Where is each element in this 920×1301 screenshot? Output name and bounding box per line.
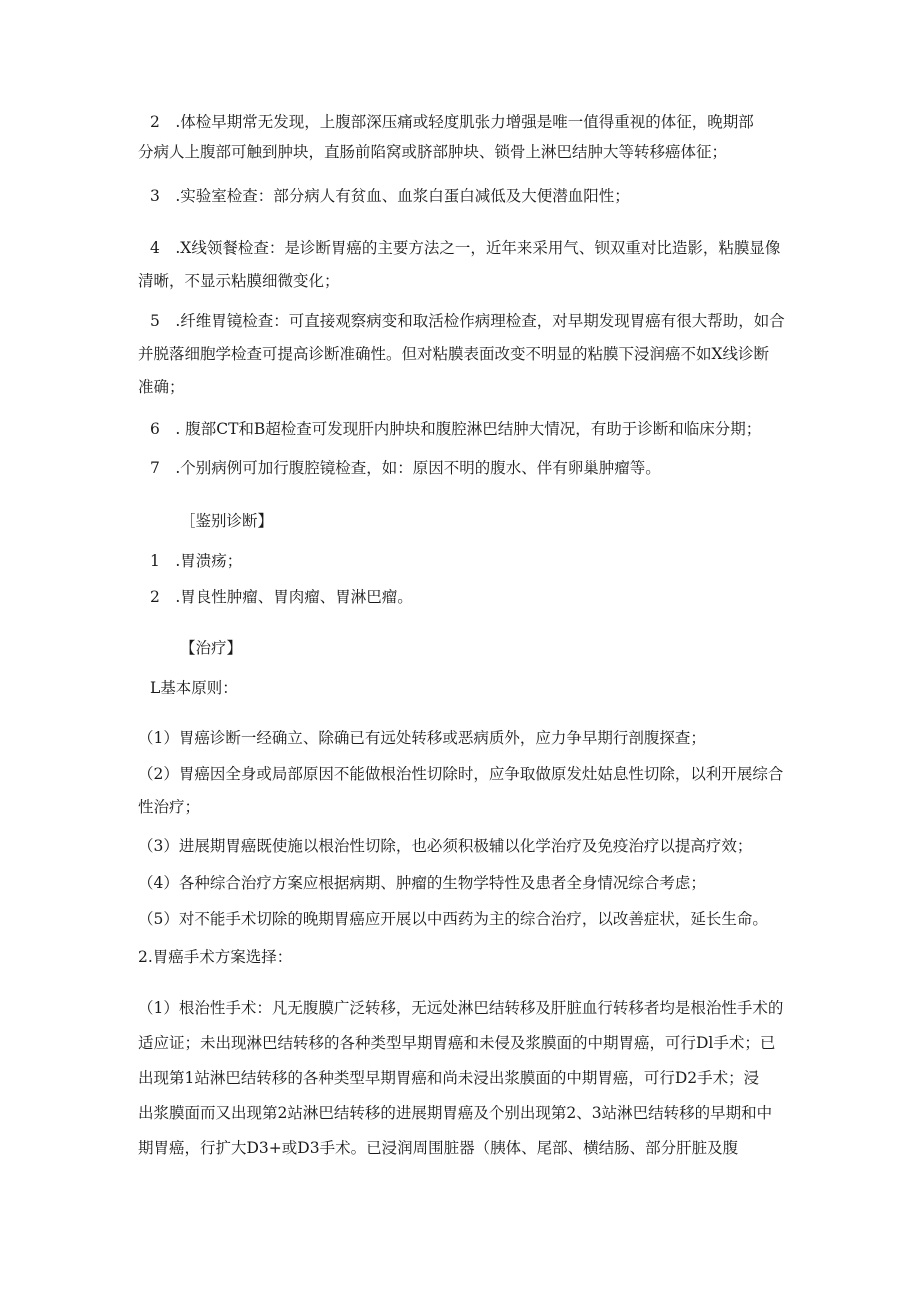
section-heading-differential: ［鉴别诊断】 bbox=[180, 512, 274, 530]
exam-item-2: 2 .体检早期常无发现，上腹部深压痛或轻度肌张力增强是唯一值得重视的体征，晚期部 分病人上腹部可触到肿块，直肠前陷窝或脐部肿块、锁骨上淋巴结肿大等转移癌体征； bbox=[138, 113, 754, 161]
surgery-options-title: 2.胃癌手术方案选择： bbox=[138, 948, 293, 966]
exam-item-7: 7 .个别病例可加行腹腔镜检查，如：原因不明的腹水、伴有卵巢肿瘤等。 bbox=[150, 459, 661, 477]
principle-5: （5）对不能手术切除的晚期胃癌应开展以中西药为主的综合治疗，以改善症状，延长生命。 bbox=[138, 910, 768, 928]
principle-2: （2）胃癌因全身或局部原因不能做根治性切除时，应争取做原发灶姑息性切除，以利开展综合 性治疗； bbox=[138, 765, 784, 816]
exam-item-3: 3 .实验室检查：部分病人有贫血、血浆白蛋白减低及大便潜血阳性； bbox=[150, 187, 630, 205]
differential-item-1: 1 .胃溃疡； bbox=[150, 552, 243, 570]
exam-item-4: 4 .X线领餐检查：是诊断胃癌的主要方法之一，近年来采用气、钡双重对比造影，粘膜显像 清晰，不显示粘膜细微变化； bbox=[138, 239, 781, 290]
exam-item-6: 6 . 腹部CT和B超检查可发现肝内肿块和腹腔淋巴结肿大情况，有助于诊断和临床分期； bbox=[150, 420, 762, 438]
principle-1: （1）胃癌诊断一经确立、除确已有远处转移或恶病质外，应力争早期行剖腹探查； bbox=[138, 729, 706, 747]
differential-item-2: 2 .胃良性肿瘤、胃肉瘤、胃淋巴瘤。 bbox=[150, 588, 413, 606]
principle-4: （4）各种综合治疗方案应根据病期、肿瘤的生物学特性及患者全身情况综合考虑； bbox=[138, 874, 706, 892]
principle-3: （3）进展期胃癌既使施以根治性切除，也必须积极辅以化学治疗及免疫治疗以提高疗效； bbox=[138, 837, 753, 855]
exam-item-5: 5 .纤维胃镜检查：可直接观察病变和取活检作病理检查，对早期发现胃癌有很大帮助，如合 并脱落细胞学检查可提高诊断准确性。但对粘膜表面改变不明显的粘膜下浸润癌不如X线诊断 准确； bbox=[138, 312, 785, 396]
section-heading-treatment: 【治疗】 bbox=[180, 639, 243, 657]
treatment-principles-title: L基本原则： bbox=[150, 679, 238, 697]
surgery-option-1: （1）根治性手术：凡无腹膜广泛转移，无远处淋巴结转移及肝脏血行转移者均是根治性手术的 适应证；未出现淋巴结转移的各种类型早期胃癌和未侵及浆膜面的中期胃癌，可行Dl手术；已 出现第1站淋巴结转移的各种类型早期胃癌和尚未浸出浆膜面的中期胃癌，可行D2手术；浸 出浆膜面而又出现第2站淋巴结转移的进展期胃癌及个别出现第2、3站淋巴结转移的早期和中 期胃癌，行扩大D3+或D3手术。已浸润周围脏器（胰体、尾部、横结肠、部分肝脏及腹 bbox=[138, 999, 784, 1157]
